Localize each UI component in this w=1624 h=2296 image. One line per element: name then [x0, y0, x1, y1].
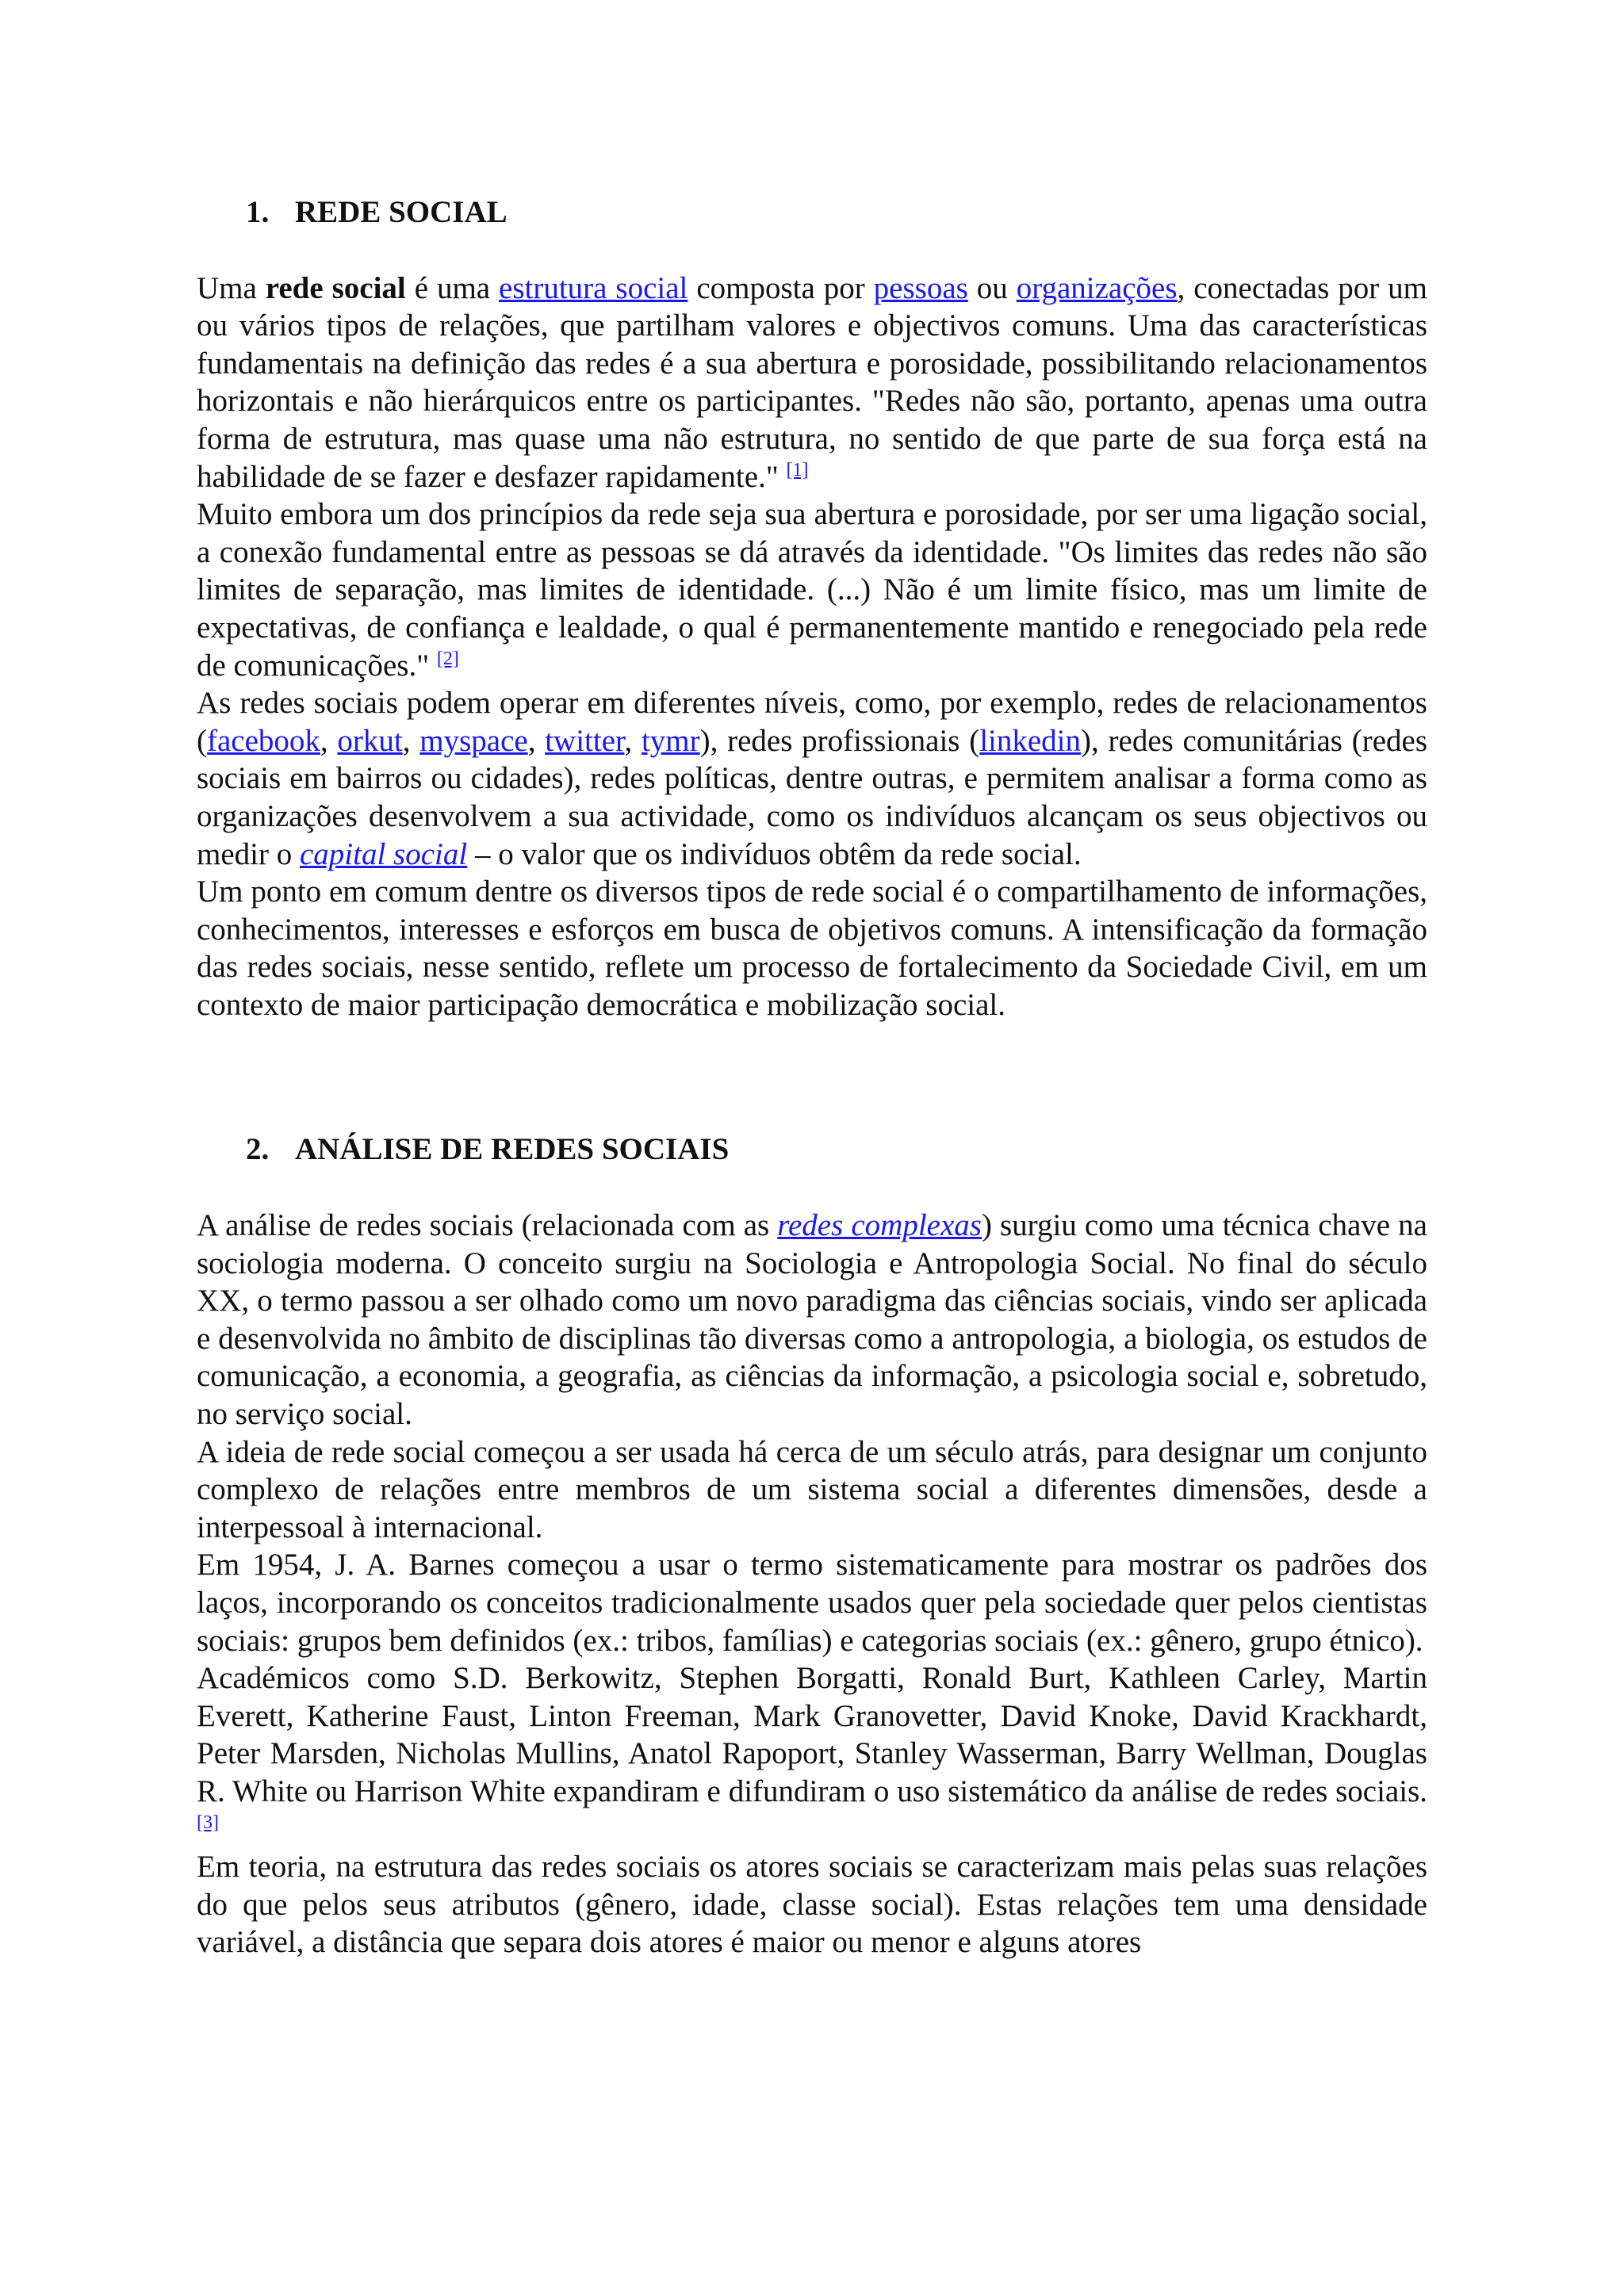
- text-run: , conectadas por um ou vários tipos de relações, que partilham valores e objectivos comuns. Uma das características fundamentais na definição das redes é a sua abertura e porosidade, possibilitando relacionamentos horizontais e não hierárquicos entre os participantes. "Redes não são, portanto, apenas uma outra forma de estrutura, mas quase uma não estrutura, no sentido de que parte de sua força está na habilidade de se fazer e desfazer rapidamente.": [197, 270, 1427, 494]
- section-spacer: [197, 1024, 1427, 1131]
- document-page: [197, 193, 1427, 1961]
- footnote-link-3[interactable]: [3]: [197, 1812, 219, 1833]
- text-run: ), redes comunitárias (redes sociais em bairros ou cidades), redes políticas, dentre outras, e permitem analisar a forma como as organizações desenvolvem a sua actividade, como os indivíduos alcançam os seus objectivos ou medir o: [197, 723, 1428, 871]
- text-run: ,: [624, 723, 642, 758]
- section-number: 2.: [246, 1132, 270, 1167]
- text-run: ,: [527, 723, 546, 758]
- text-run: – o valor que os indivíduos obtêm da rede social.: [467, 836, 1082, 871]
- link-capital-social[interactable]: capital social: [299, 836, 468, 871]
- text-run: ,: [320, 723, 338, 758]
- paragraph: Um ponto em comum dentre os diversos tipos de rede social é o compartilhamento de informações, conhecimentos, interesses e esforços em busca de objetivos comuns. A intensificação da formação das redes sociais, nesse sentido, reflete um processo de fortalecimento da Sociedade Civil, em um contexto de maior participação democrática e mobilização social.: [197, 874, 1427, 1022]
- footnote-link-2[interactable]: [2]: [436, 648, 459, 669]
- text-run: ) surgiu como uma técnica chave na sociologia moderna. O conceito surgiu na Sociologia e Antropologia Social. No final do século XX, o termo passou a ser olhado como um novo paradigma das ciências sociais, vindo ser aplicada e desenvolvida no âmbito de disciplinas tão diversas como a antropologia, a biologia, os estudos de comunicação, a economia, a geografia, as ciências da informação, a psicologia social e, sobretudo, no serviço social.: [197, 1208, 1427, 1432]
- link-twitter[interactable]: twitter: [545, 723, 625, 758]
- paragraph: [197, 1207, 1427, 1433]
- paragraph: Em 1954, J. A. Barnes começou a usar o termo sistematicamente para mostrar os padrões dos laços, incorporando os conceitos tradicionalmente usados quer pela sociedade quer pelos cientistas sociais: grupos bem definidos (ex.: tribos, famílias) e categorias sociais (ex.: gênero, grupo étnico).: [197, 1548, 1427, 1658]
- text-run: Muito embora um dos princípios da rede seja sua abertura e porosidade, por ser uma ligação social, a conexão fundamental entre as pessoas se dá através da identidade. "Os limites das redes não são limites de separação, mas limites de identidade. (...) Não é um limite físico, mas um limite de expectativas, de confiança e lealdade, o qual é permanentemente mantido e renegociado pela rede de comunicações.": [197, 497, 1427, 683]
- text-run: Uma: [197, 270, 266, 305]
- link-orkut[interactable]: orkut: [337, 723, 403, 758]
- link-myspace[interactable]: myspace: [419, 723, 528, 758]
- footnote-ref: [197, 1812, 219, 1833]
- text-run: Académicos como S.D. Berkowitz, Stephen Borgatti, Ronald Burt, Kathleen Carley, Martin Everett, Katherine Faust, Linton Freeman, Mark Granovetter, David Knoke, David Krackhardt, Peter Marsden, Nicholas Mullins, Anatol Rapoport, Stanley Wasserman, Barry Wellman, Douglas R. White ou Harrison White expandiram e difundiram o uso sistemático da análise de redes sociais.: [197, 1661, 1427, 1808]
- paragraph: [197, 270, 1427, 496]
- text-run: composta por: [688, 270, 874, 305]
- link-organizacoes[interactable]: organizações: [1016, 270, 1178, 305]
- paragraph: A ideia de rede social começou a ser usada há cerca de um século atrás, para designar um conjunto complexo de relações entre membros de um sistema social a diferentes dimensões, desde a interpessoal à internacional.: [197, 1434, 1427, 1544]
- bold-term: rede social: [265, 270, 406, 305]
- paragraph: [197, 1659, 1427, 1848]
- link-pessoas[interactable]: pessoas: [873, 270, 968, 305]
- text-run: ou: [967, 270, 1017, 305]
- text-run: As redes sociais podem operar em diferentes níveis, como, por exemplo, redes de relacionamentos (: [197, 686, 1427, 758]
- paragraph: [197, 684, 1427, 873]
- section-number: 1.: [246, 195, 270, 229]
- section-heading-rede-social: [246, 193, 1427, 232]
- paragraph: [197, 496, 1427, 684]
- link-linkedin[interactable]: linkedin: [979, 723, 1082, 758]
- footnote-link-1[interactable]: [1]: [786, 459, 809, 480]
- footnote-ref: [787, 460, 809, 480]
- text-run: A análise de redes sociais (relacionada com as: [197, 1208, 778, 1243]
- text-run: ), redes profissionais (: [699, 723, 980, 758]
- section-heading-analise: [246, 1131, 1427, 1169]
- link-facebook[interactable]: facebook: [207, 723, 320, 758]
- text-run: é uma: [405, 270, 500, 305]
- section-title: ANÁLISE DE REDES SOCIAIS: [295, 1132, 730, 1167]
- section-title: REDE SOCIAL: [295, 195, 508, 229]
- link-tymr[interactable]: tymr: [641, 723, 700, 758]
- link-estrutura-social[interactable]: estrutura social: [499, 270, 688, 305]
- footnote-ref: [437, 649, 459, 669]
- link-redes-complexas[interactable]: redes complexas: [777, 1208, 982, 1243]
- text-run: ,: [402, 723, 420, 758]
- paragraph: Em teoria, na estrutura das redes sociais os atores sociais se caracterizam mais pelas suas relações do que pelos seus atributos (gênero, idade, classe social). Estas relações tem uma densidade variável, a distância que separa dois atores é maior ou menor e alguns atores: [197, 1850, 1427, 1960]
